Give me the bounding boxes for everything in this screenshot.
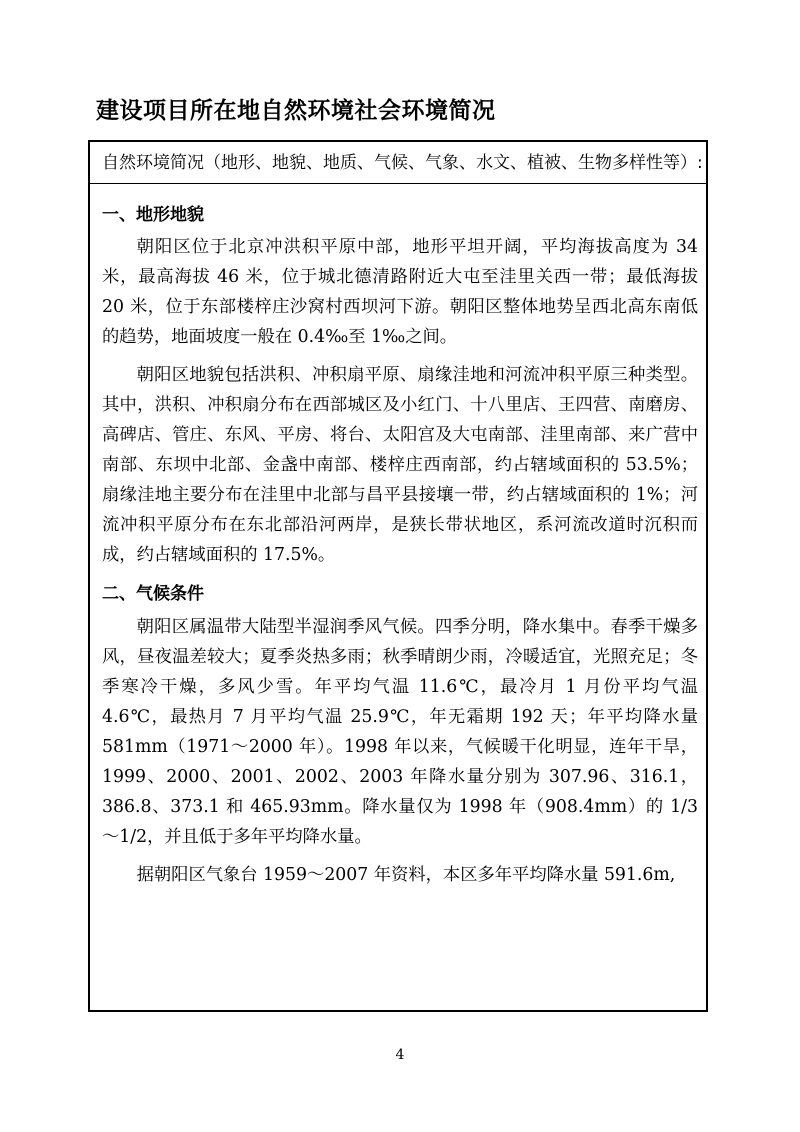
paragraph-climate-1: 朝阳区属温带大陆型半湿润季风气候。四季分明，降水集中。春季干燥多风，昼夜温差较大；夏季炎热多雨；秋季晴朗少雨，冷暖适宜，光照充足；冬季寒冷干燥，多风少雪。年平均气温 11.6℃，最冷月 1 月份平均气温 4.6℃，最热月 7 月平均气温 25.9℃，年无霜期 192 天；年平均降水量 581mm（1971～2000 年）。1998 年以来，气候暖干化明显，连年干旱，1999、2000、2001、2002、2003 年降水量分别为 307.96、316.1，386.8、373.1 和 465.93mm。降水量仅为 1998 年（908.4mm）的 1/3～1/2，并且低于多年平均降水量。 [102, 617, 698, 847]
table-content [102, 184, 698, 890]
environment-table [88, 140, 708, 1012]
paragraph-climate-2: 据朝阳区气象台 1959～2007 年资料，本区多年平均降水量 591.6m, [136, 865, 676, 885]
page-title: 建设项目所在地自然环境社会环境简况 [96, 98, 496, 124]
table-header: 自然环境简况（地形、地貌、地质、气候、气象、水文、植被、生物多样性等）: [90, 142, 706, 184]
paragraph-terrain-2: 朝阳区地貌包括洪积、冲积扇平原、扇缘洼地和河流冲积平原三种类型。其中，洪积、冲积扇分布在西部城区及小红门、十八里店、王四营、南磨房、高碑店、管庄、东风、平房、将台、太阳宫及大屯南部、洼里南部、来广营中南部、东坝中北部、金盏中南部、楼梓庄西南部，约占辖域面积的 53.5%；扇缘洼地主要分布在洼里中北部与昌平县接壤一带，约占辖域面积的 1%；河流冲积平原分布在东北部沿河两岸，是狭长带状地区，系河流改道时沉积而成，约占辖域面积的 17.5%。 [102, 365, 698, 565]
section-heading-climate: 二、气候条件 [102, 584, 204, 604]
page-number: 4 [395, 1047, 405, 1063]
paragraph-terrain-1: 朝阳区位于北京冲洪积平原中部，地形平坦开阔，平均海拔高度为 34 米，最高海拔 46 米，位于城北德清路附近大屯至洼里关西一带；最低海拔 20 米，位于东部楼梓庄沙窝村西坝河下游。朝阳区整体地势呈西北高东南低的趋势，地面坡度一般在 0.4‰至 1‰之间。 [102, 237, 698, 347]
section-heading-terrain: 一、地形地貌 [102, 205, 204, 225]
